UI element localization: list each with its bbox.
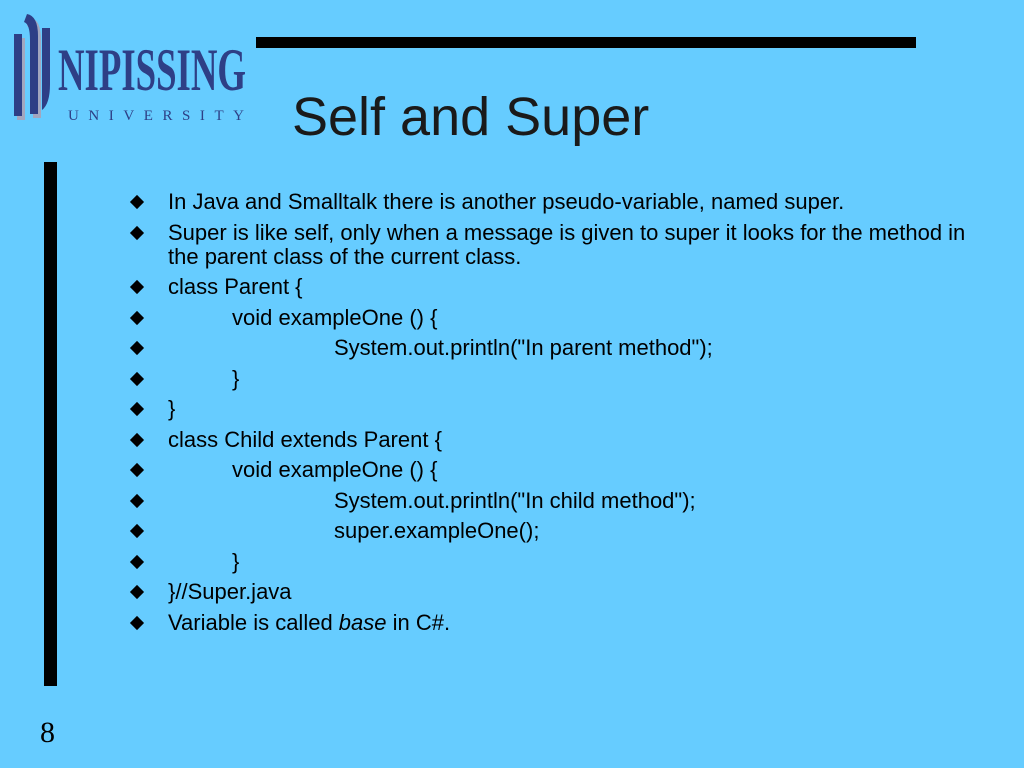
left-vertical-rule [44, 162, 57, 686]
code-line: System.out.println("In parent method"); [334, 335, 713, 360]
code-line: } [168, 396, 176, 421]
diamond-bullet-icon [130, 554, 144, 568]
code-line: System.out.println("In child method"); [334, 487, 696, 513]
diamond-bullet-icon [130, 463, 144, 477]
code-line: class Parent { [168, 274, 303, 299]
bullet-text: In Java and Smalltalk there is another pseudo-variable, named super. [168, 189, 845, 214]
code-line: class Child extends Parent { [168, 426, 442, 452]
diamond-bullet-icon [130, 493, 144, 507]
bullet-item [132, 336, 972, 360]
code-line: void exampleOne () { [232, 457, 438, 482]
bullet-item [132, 489, 972, 513]
nipissing-university-logo [12, 14, 252, 126]
code-line: } [232, 365, 240, 391]
bullet-item [132, 458, 972, 482]
bullet-item [132, 275, 972, 299]
diamond-bullet-icon [130, 310, 144, 324]
bullet-item [132, 397, 972, 421]
bullet-item [132, 611, 972, 635]
bullet-item [132, 306, 972, 330]
logo-wordmark: NIPISSING [58, 37, 246, 103]
diamond-bullet-icon [130, 615, 144, 629]
diamond-bullet-icon [130, 371, 144, 385]
bullet-item [132, 221, 972, 269]
top-divider-rule [256, 37, 916, 48]
diamond-bullet-icon [130, 280, 144, 294]
diamond-bullet-icon [130, 225, 144, 239]
code-line: void exampleOne () { [232, 304, 438, 330]
bullet-item [132, 190, 972, 214]
bullet-item [132, 428, 972, 452]
bullet-list [132, 190, 972, 641]
diamond-bullet-icon [130, 585, 144, 599]
bullet-text-after: in C#. [386, 609, 451, 635]
diamond-bullet-icon [130, 524, 144, 538]
slide-title: Self and Super [292, 87, 650, 147]
bullet-item [132, 367, 972, 391]
logo-subtitle: UNIVERSITY [68, 108, 244, 124]
page-number: 8 [40, 716, 55, 749]
diamond-bullet-icon [130, 195, 144, 209]
code-line: }//Super.java [168, 579, 292, 604]
diamond-bullet-icon [130, 341, 144, 355]
code-line: super.exampleOne(); [334, 518, 540, 543]
bullet-text-before: Variable is called [168, 609, 339, 635]
diamond-bullet-icon [130, 432, 144, 446]
bullet-text: Super is like self, only when a message is given to super it looks for the method in the parent class of the current class. [168, 219, 966, 269]
bullet-item [132, 580, 972, 604]
bullet-item [132, 550, 972, 574]
diamond-bullet-icon [130, 402, 144, 416]
bullet-text-emphasis: base [338, 609, 387, 635]
code-line: } [232, 548, 240, 574]
bullet-item [132, 519, 972, 543]
